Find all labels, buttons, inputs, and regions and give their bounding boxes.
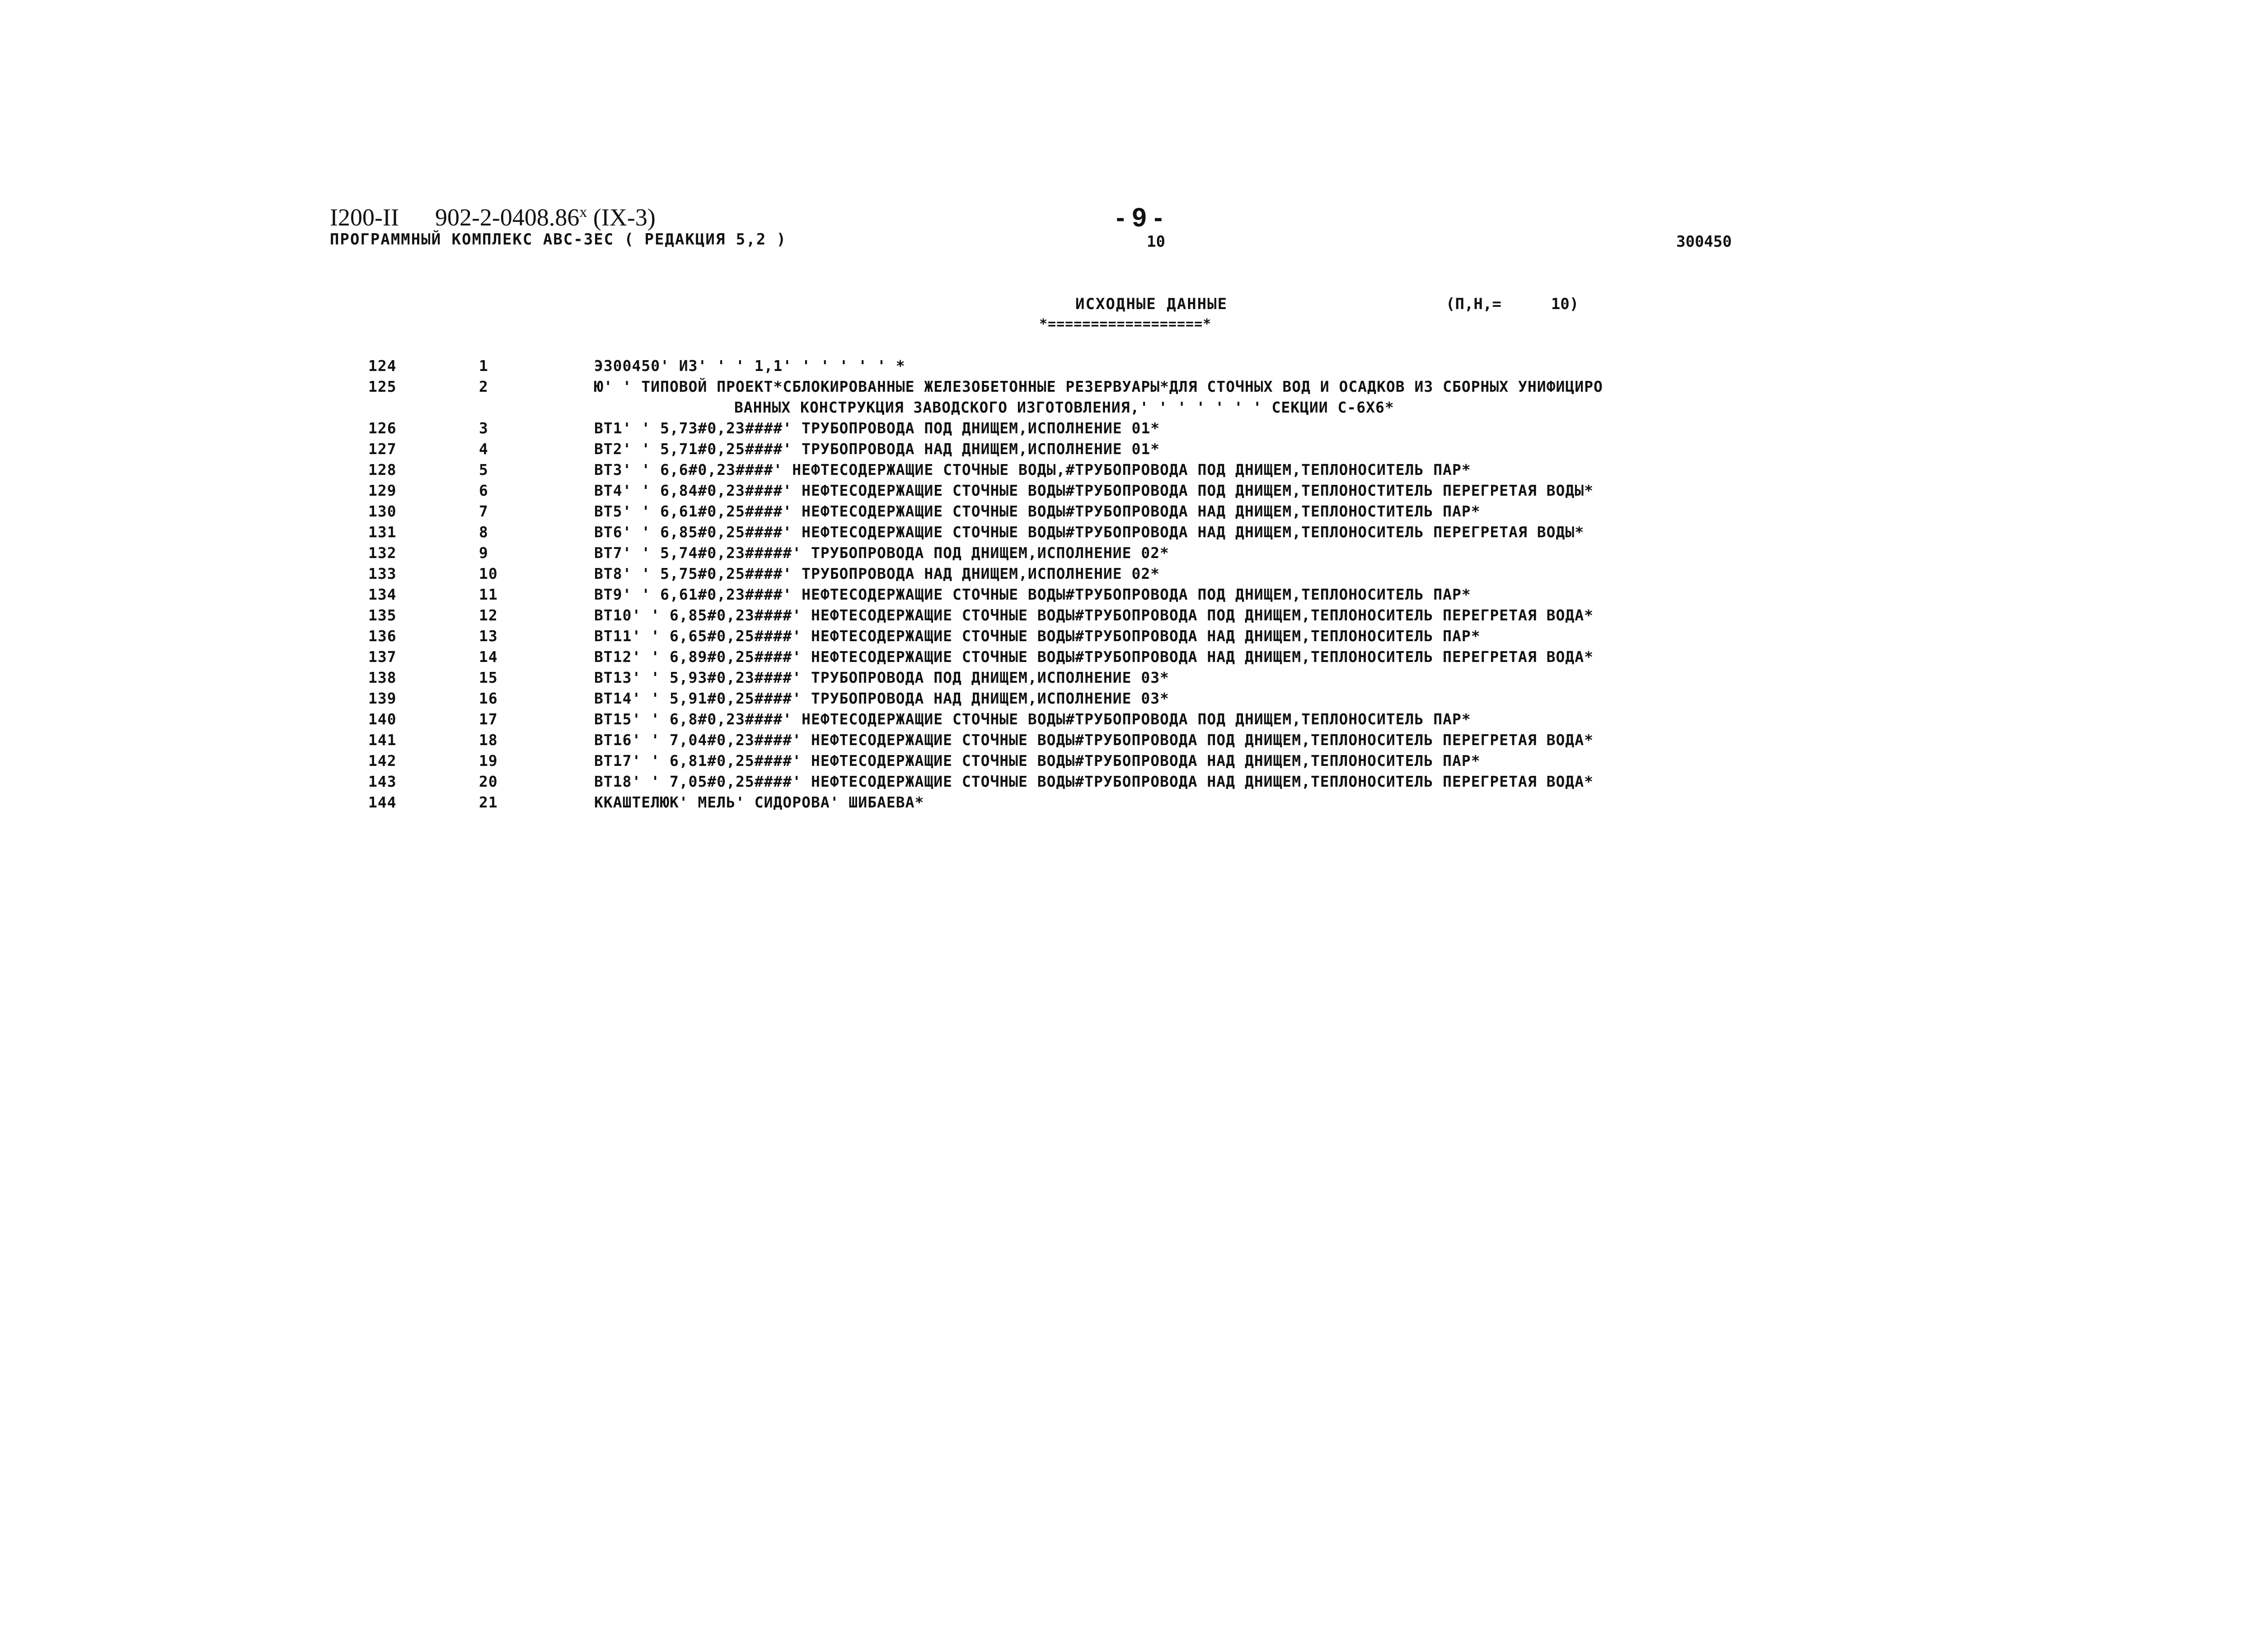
line-number: 138 <box>368 669 397 686</box>
listing-row <box>0 710 2246 731</box>
listing-row <box>0 648 2246 669</box>
project-code: 902-2-0408.86$^x$ (IX-3) <box>435 204 656 231</box>
record-index: 20 <box>479 773 498 790</box>
record-index: 16 <box>479 690 498 707</box>
record-text: ВТ12' ' 6,89#0,25####' НЕФТЕСОДЕРЖАЩИЕ СТОЧНЫЕ ВОДЫ#ТРУБОПРОВОДА НАД ДНИЩЕМ,ТЕПЛОНОСИТЕЛЬ ПЕРЕГРЕТАЯ ВОДА* <box>594 648 1594 666</box>
line-number: 142 <box>368 752 397 770</box>
sheet-number: I200-II <box>330 204 399 231</box>
record-text: ВТ8' ' 5,75#0,25####' ТРУБОПРОВОДА НАД ДНИЩЕМ,ИСПОЛНЕНИЕ 02* <box>594 565 1160 582</box>
record-text: ВТ13' ' 5,93#0,23####' ТРУБОПРОВОДА ПОД ДНИЩЕМ,ИСПОЛНЕНИЕ 03* <box>594 669 1169 686</box>
section-title: ИСХОДНЫЕ ДАННЫЕ <box>1075 295 1228 313</box>
listing-row <box>0 419 2246 440</box>
line-number: 135 <box>368 606 397 624</box>
record-index: 4 <box>479 440 488 458</box>
record-index: 15 <box>479 669 498 686</box>
header-sheet-code <box>330 199 656 231</box>
listing-row <box>0 357 2246 378</box>
listing-row <box>0 586 2246 606</box>
record-index: 1 <box>479 357 488 375</box>
record-index: 17 <box>479 710 498 728</box>
listing-row <box>0 606 2246 627</box>
listing-row <box>0 752 2246 773</box>
line-number: 129 <box>368 482 397 499</box>
record-text: ВТ11' ' 6,65#0,25####' НЕФТЕСОДЕРЖАЩИЕ СТОЧНЫЕ ВОДЫ#ТРУБОПРОВОДА НАД ДНИЩЕМ,ТЕПЛОНОСИТЕЛЬ ПАР* <box>594 627 1481 645</box>
record-text: ВТ14' ' 5,91#0,25####' ТРУБОПРОВОДА НАД ДНИЩЕМ,ИСПОЛНЕНИЕ 03* <box>594 690 1169 707</box>
line-number: 143 <box>368 773 397 790</box>
record-text: ВТ2' ' 5,71#0,25####' ТРУБОПРОВОДА НАД ДНИЩЕМ,ИСПОЛНЕНИЕ 01* <box>594 440 1160 458</box>
record-text: ВТ9' ' 6,61#0,23####' НЕФТЕСОДЕРЖАЩИЕ СТОЧНЫЕ ВОДЫ#ТРУБОПРОВОДА ПОД ДНИЩЕМ,ТЕПЛОНОСИТЕЛЬ ПАР* <box>594 586 1471 603</box>
listing-row <box>0 773 2246 793</box>
listing-row <box>0 461 2246 482</box>
listing-row <box>0 565 2246 586</box>
record-text: ВТ18' ' 7,05#0,25####' НЕФТЕСОДЕРЖАЩИЕ СТОЧНЫЕ ВОДЫ#ТРУБОПРОВОДА НАД ДНИЩЕМ,ТЕПЛОНОСИТЕЛЬ ПЕРЕГРЕТАЯ ВОДА* <box>594 773 1594 790</box>
record-index: 14 <box>479 648 498 666</box>
document-code: 300450 <box>1676 233 1732 251</box>
data-listing <box>0 357 2246 814</box>
record-text: ВТ1' ' 5,73#0,23####' ТРУБОПРОВОДА ПОД ДНИЩЕМ,ИСПОЛНЕНИЕ 01* <box>594 419 1160 437</box>
listing-row <box>0 731 2246 752</box>
line-number: 139 <box>368 690 397 707</box>
record-index: 6 <box>479 482 488 499</box>
listing-row <box>0 627 2246 648</box>
listing-row <box>0 378 2246 399</box>
listing-row <box>0 793 2246 814</box>
line-number: 131 <box>368 523 397 541</box>
listing-row <box>0 544 2246 565</box>
section-underline: *==================* <box>1039 316 1212 332</box>
program-line: ПРОГРАММНЫЙ КОМПЛЕКС АВС-3ЕС ( РЕДАКЦИЯ 5,2 ) <box>330 230 787 249</box>
line-number: 140 <box>368 710 397 728</box>
page-number: - 9 - <box>1116 203 1163 232</box>
line-number: 134 <box>368 586 397 603</box>
record-index: 8 <box>479 523 488 541</box>
line-number: 136 <box>368 627 397 645</box>
record-text: ВТ10' ' 6,85#0,23####' НЕФТЕСОДЕРЖАЩИЕ СТОЧНЫЕ ВОДЫ#ТРУБОПРОВОДА ПОД ДНИЩЕМ,ТЕПЛОНОСИТЕЛЬ ПЕРЕГРЕТАЯ ВОДА* <box>594 606 1594 624</box>
listing-row <box>0 399 2246 419</box>
line-number: 124 <box>368 357 397 375</box>
record-text: ВТ15' ' 6,8#0,23####' НЕФТЕСОДЕРЖАЩИЕ СТОЧНЫЕ ВОДЫ#ТРУБОПРОВОДА ПОД ДНИЩЕМ,ТЕПЛОНОСИТЕЛЬ ПАР* <box>594 710 1471 728</box>
line-number: 130 <box>368 502 397 520</box>
line-number: 144 <box>368 793 397 811</box>
record-text: ВТ5' ' 6,61#0,25####' НЕФТЕСОДЕРЖАЩИЕ СТОЧНЫЕ ВОДЫ#ТРУБОПРОВОДА НАД ДНИЩЕМ,ТЕПЛОНОСТИТЕЛЬ ПАР* <box>594 502 1481 520</box>
line-number: 133 <box>368 565 397 582</box>
page-subnumber: 10 <box>1147 233 1165 251</box>
record-text: ВТ17' ' 6,81#0,25####' НЕФТЕСОДЕРЖАЩИЕ СТОЧНЫЕ ВОДЫ#ТРУБОПРОВОДА НАД ДНИЩЕМ,ТЕПЛОНОСИТЕЛЬ ПАР* <box>594 752 1481 770</box>
line-number: 141 <box>368 731 397 749</box>
record-index: 3 <box>479 419 488 437</box>
record-index: 9 <box>479 544 488 562</box>
record-text: Э300450' ИЗ' ' ' 1,1' ' ' ' ' ' * <box>594 357 905 375</box>
record-index: 19 <box>479 752 498 770</box>
listing-row <box>0 669 2246 690</box>
record-text: ВТ6' ' 6,85#0,25####' НЕФТЕСОДЕРЖАЩИЕ СТОЧНЫЕ ВОДЫ#ТРУБОПРОВОДА НАД ДНИЩЕМ,ТЕПЛОНОСИТЕЛЬ ПЕРЕГРЕТАЯ ВОДЫ* <box>594 523 1585 541</box>
record-text: ВТ7' ' 5,74#0,23#####' ТРУБОПРОВОДА ПОД ДНИЩЕМ,ИСПОЛНЕНИЕ 02* <box>594 544 1169 562</box>
listing-row <box>0 690 2246 710</box>
line-number: 137 <box>368 648 397 666</box>
line-number: 127 <box>368 440 397 458</box>
line-number: 126 <box>368 419 397 437</box>
record-text: ВТ4' ' 6,84#0,23####' НЕФТЕСОДЕРЖАЩИЕ СТОЧНЫЕ ВОДЫ#ТРУБОПРОВОДА ПОД ДНИЩЕМ,ТЕПЛОНОСТИТЕЛЬ ПЕРЕГРЕТАЯ ВОДЫ* <box>594 482 1594 499</box>
record-index: 7 <box>479 502 488 520</box>
record-text: ВТ16' ' 7,04#0,23####' НЕФТЕСОДЕРЖАЩИЕ СТОЧНЫЕ ВОДЫ#ТРУБОПРОВОДА ПОД ДНИЩЕМ,ТЕПЛОНОСИТЕЛЬ ПЕРЕГРЕТАЯ ВОДА* <box>594 731 1594 749</box>
line-number: 128 <box>368 461 397 479</box>
line-number: 132 <box>368 544 397 562</box>
record-text: ВАННЫХ КОНСТРУКЦИЯ ЗАВОДСКОГО ИЗГОТОВЛЕНИЯ,' ' ' ' ' ' ' СЕКЦИИ С-6Х6* <box>734 399 1394 416</box>
record-index: 2 <box>479 378 488 395</box>
listing-row <box>0 482 2246 502</box>
record-index: 18 <box>479 731 498 749</box>
record-text: Ю' ' ТИПОВОЙ ПРОЕКТ*СБЛОКИРОВАННЫЕ ЖЕЛЕЗОБЕТОННЫЕ РЕЗЕРВУАРЫ*ДЛЯ СТОЧНЫХ ВОД И ОСАДКОВ ИЗ СБОРНЫХ УНИФИЦИРО <box>594 378 1603 395</box>
record-index: 13 <box>479 627 498 645</box>
record-index: 10 <box>479 565 498 582</box>
section-params: (П,Н,= 10) <box>1446 295 1579 313</box>
listing-row <box>0 523 2246 544</box>
listing-row <box>0 440 2246 461</box>
record-index: 12 <box>479 606 498 624</box>
record-index: 11 <box>479 586 498 603</box>
line-number: 125 <box>368 378 397 395</box>
record-text: ВТ3' ' 6,6#0,23####' НЕФТЕСОДЕРЖАЩИЕ СТОЧНЫЕ ВОДЫ,#ТРУБОПРОВОДА ПОД ДНИЩЕМ,ТЕПЛОНОСИТЕЛЬ ПАР* <box>594 461 1471 479</box>
record-index: 21 <box>479 793 498 811</box>
record-index: 5 <box>479 461 488 479</box>
listing-row <box>0 502 2246 523</box>
record-text: ККАШТЕЛЮК' МЕЛЬ' СИДОРОВА' ШИБАЕВА* <box>594 793 924 811</box>
